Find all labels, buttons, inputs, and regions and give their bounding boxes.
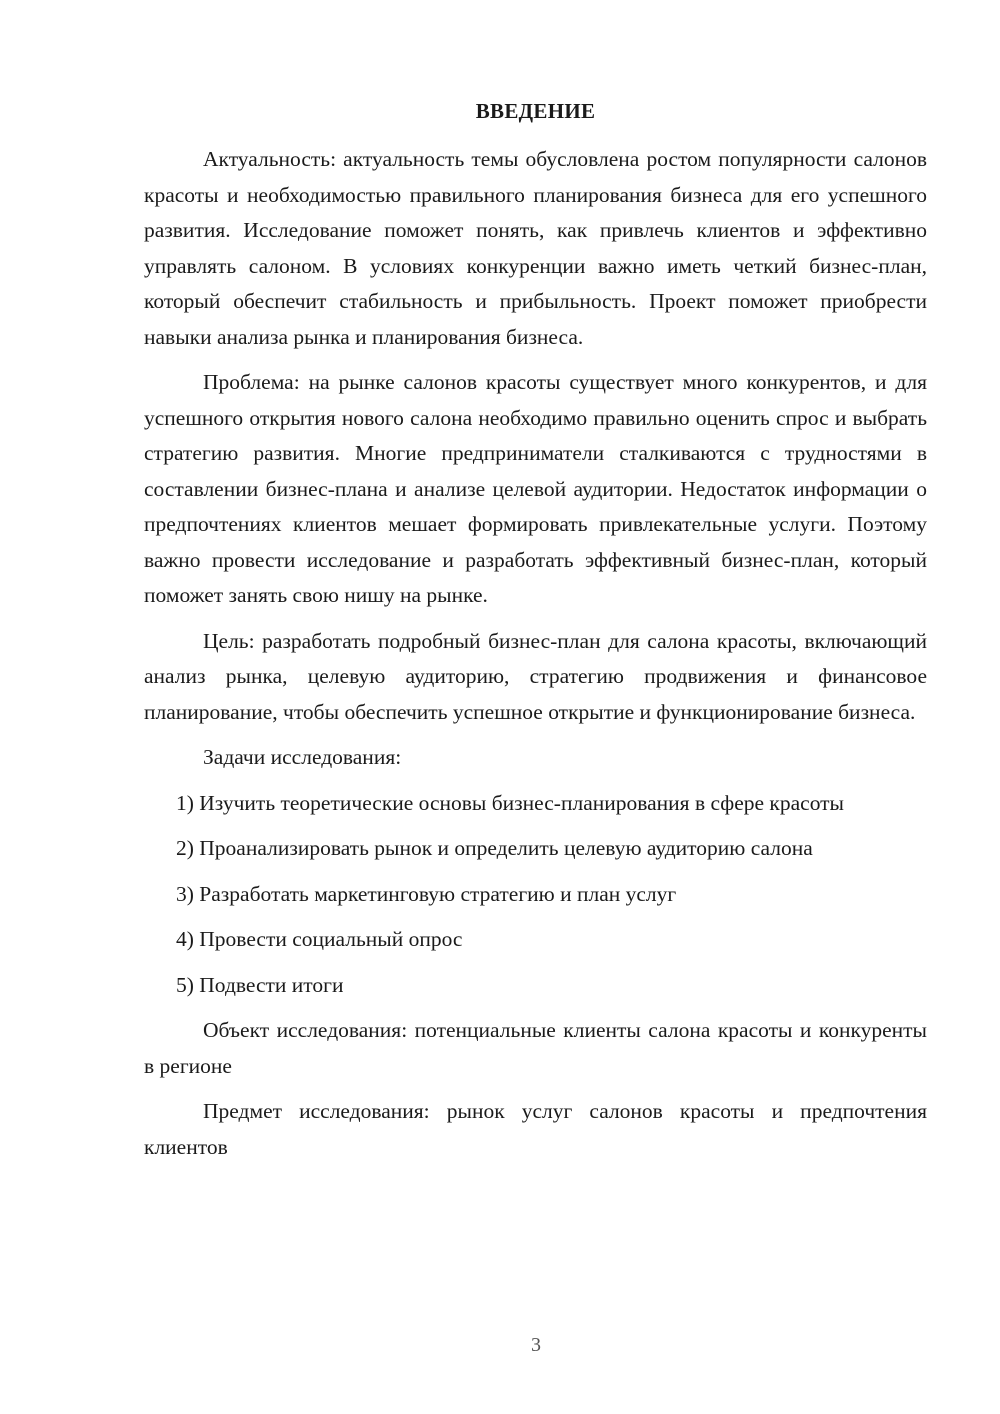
tasks-heading: Задачи исследования: (203, 745, 402, 769)
section-title: ВВЕДЕНИЕ (475, 99, 596, 123)
tasks-list (144, 786, 927, 1004)
task-item: 2) Проанализировать рынок и определить целевую аудиторию салона (176, 836, 813, 860)
goal-paragraph: Цель: разработать подробный бизнес-план для салона красоты, включающий анализ рынка, целевую аудиторию, стратегию продвижения и финансовое планирование, чтобы обеспечить успешное открытие и функционирование бизнеса. (144, 628, 927, 724)
subject-paragraph: Предмет исследования: рынок услуг салонов красоты и предпочтения клиентов (144, 1099, 927, 1159)
object-paragraph: Объект исследования: потенциальные клиенты салона красоты и конкуренты в регионе (144, 1018, 927, 1078)
task-item: 3) Разработать маркетинговую стратегию и план услуг (176, 881, 677, 906)
problem-paragraph: Проблема: на рынке салонов красоты существует много конкурентов, и для успешного открытия нового салона необходимо правильно оценить спрос и выбрать стратегию развития. Многие предприниматели сталкиваются с трудностями в составлении бизнес-плана и анализе целевой аудитории. Недостаток информации о предпочтениях клиентов мешает формировать привлекательные услуги. Поэтому важно провести исследование и разработать эффективный бизнес-план, который поможет занять свою нишу на рынке. (144, 370, 927, 607)
relevance-paragraph: Актуальность: актуальность темы обусловлена ростом популярности салонов красоты и необходимостью правильного планирования бизнеса для его успешного развития. Исследование поможет понять, как привлечь клиентов и эффективно управлять салоном. В условиях конкуренции важно иметь четкий бизнес-план, который обеспечит стабильность и прибыльность. Проект поможет приобрести навыки анализа рынка и планирования бизнеса. (144, 147, 927, 349)
task-item: 1) Изучить теоретические основы бизнес-планирования в сфере красоты (176, 790, 845, 815)
page-number: 3 (531, 1334, 541, 1356)
document-page (144, 96, 927, 1175)
task-item: 4) Провести социальный опрос (176, 927, 463, 951)
task-item: 5) Подвести итоги (176, 972, 344, 997)
